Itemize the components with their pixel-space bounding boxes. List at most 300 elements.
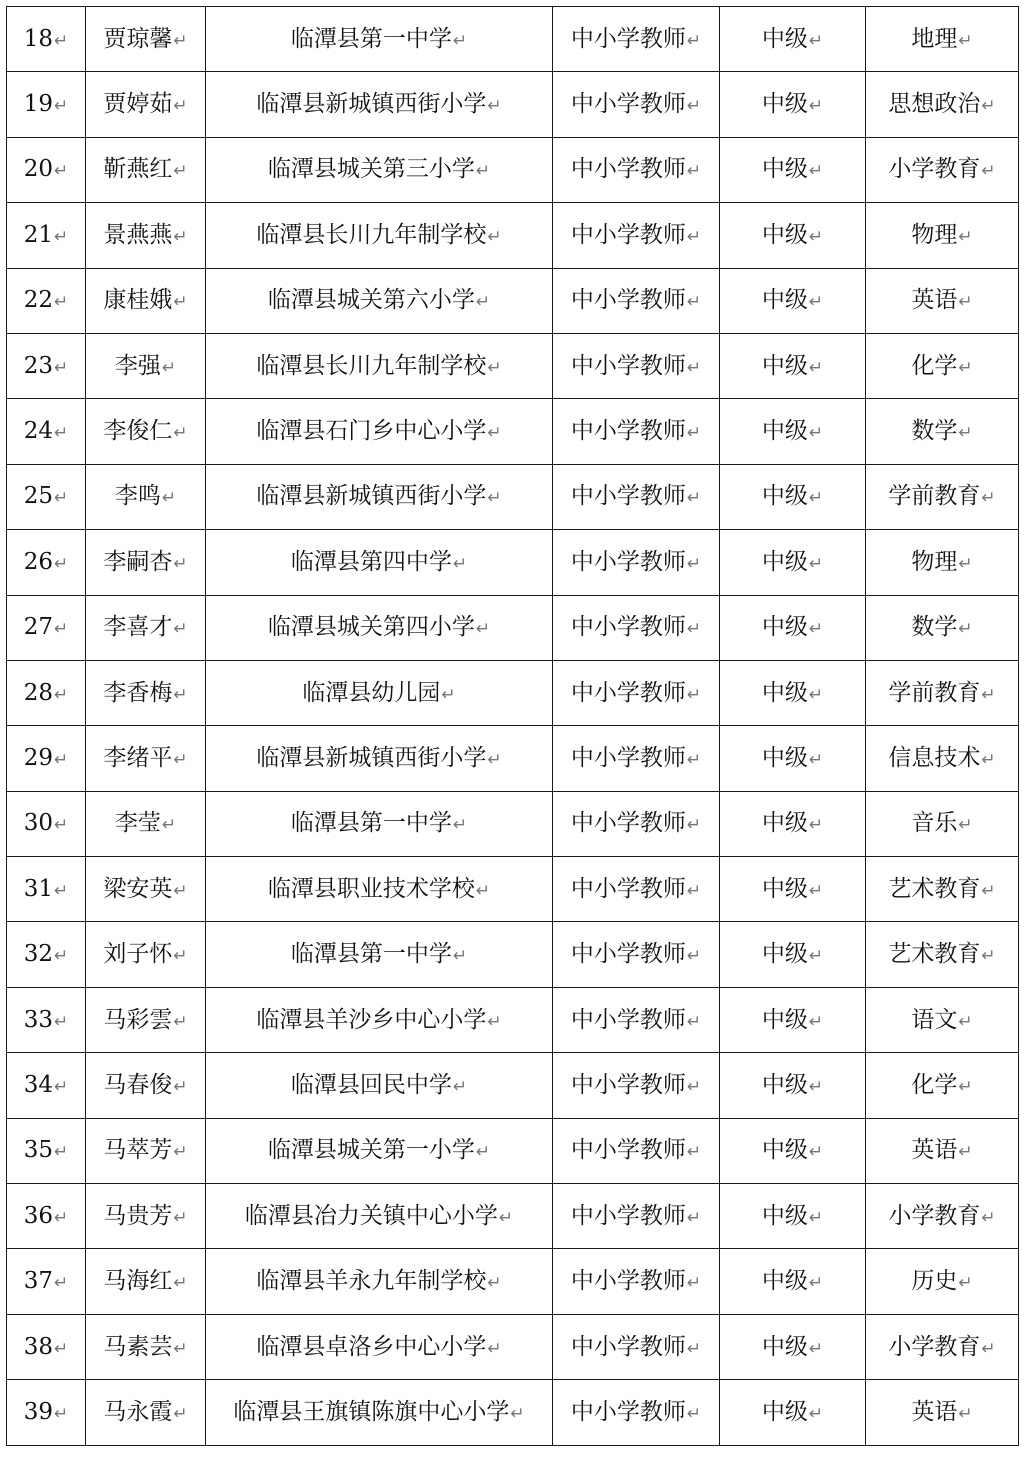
cell-level-text: 中级 [761, 1202, 808, 1229]
cell-name-text: 马永霞 [103, 1398, 173, 1425]
paragraph-mark-icon: ↵ [54, 1142, 69, 1163]
paragraph-mark-icon: ↵ [54, 946, 69, 967]
paragraph-mark-icon: ↵ [173, 1142, 188, 1163]
paragraph-mark-icon: ↵ [54, 1273, 69, 1294]
paragraph-mark-icon: ↵ [487, 1338, 502, 1359]
cell-subject-text: 小学教育 [888, 1333, 981, 1360]
cell-title-text: 中小学教师 [570, 91, 686, 118]
cell-school [206, 660, 553, 725]
paragraph-mark-icon: ↵ [54, 684, 69, 705]
cell-level-text: 中级 [761, 744, 808, 771]
paragraph-mark-icon: ↵ [54, 1403, 69, 1424]
cell-no [7, 1314, 86, 1379]
paragraph-mark-icon: ↵ [452, 30, 468, 51]
paragraph-mark-icon: ↵ [981, 946, 996, 967]
cell-name-text: 李俊仁 [103, 418, 173, 445]
cell-no-text: 23 [23, 352, 54, 379]
paragraph-mark-icon: ↵ [173, 619, 188, 640]
table-row [7, 1118, 1019, 1183]
cell-school [206, 1118, 553, 1183]
cell-title-text: 中小学教师 [570, 1268, 686, 1295]
cell-title [553, 660, 720, 725]
paragraph-mark-icon: ↵ [487, 423, 502, 444]
paragraph-mark-icon: ↵ [54, 1076, 69, 1097]
teacher-roster-table [6, 6, 1019, 1446]
cell-level [720, 1380, 866, 1445]
table-row [7, 922, 1019, 987]
cell-level-text: 中级 [761, 810, 808, 837]
cell-school-text: 临潭县新城镇西街小学 [256, 483, 487, 510]
cell-title-text: 中小学教师 [570, 156, 686, 183]
paragraph-mark-icon: ↵ [808, 619, 824, 640]
cell-name-text: 马彩雲 [103, 1006, 173, 1033]
cell-subject [866, 399, 1019, 464]
cell-title [553, 464, 720, 529]
paragraph-mark-icon: ↵ [686, 30, 702, 51]
cell-school-text: 临潭县羊沙乡中心小学 [256, 1006, 487, 1033]
table-row [7, 7, 1019, 72]
paragraph-mark-icon: ↵ [808, 553, 824, 574]
cell-no [7, 530, 86, 595]
paragraph-mark-icon: ↵ [958, 815, 973, 836]
paragraph-mark-icon: ↵ [808, 1207, 824, 1228]
table-row [7, 1053, 1019, 1118]
cell-level [720, 1118, 866, 1183]
cell-title [553, 1314, 720, 1379]
cell-no [7, 1118, 86, 1183]
cell-title-text: 中小学教师 [570, 548, 686, 575]
paragraph-mark-icon: ↵ [686, 619, 702, 640]
paragraph-mark-icon: ↵ [686, 161, 702, 182]
paragraph-mark-icon: ↵ [958, 553, 973, 574]
cell-no [7, 464, 86, 529]
paragraph-mark-icon: ↵ [475, 161, 491, 182]
cell-title [553, 72, 720, 137]
cell-school-text: 临潭县幼儿园 [302, 679, 441, 706]
cell-level [720, 1184, 866, 1249]
cell-title [553, 333, 720, 398]
paragraph-mark-icon: ↵ [54, 1338, 69, 1359]
paragraph-mark-icon: ↵ [173, 161, 188, 182]
cell-no [7, 857, 86, 922]
cell-school [206, 791, 553, 856]
table-row [7, 791, 1019, 856]
cell-name [86, 137, 206, 202]
cell-level-text: 中级 [761, 287, 808, 314]
cell-title [553, 857, 720, 922]
paragraph-mark-icon: ↵ [173, 1338, 188, 1359]
paragraph-mark-icon: ↵ [54, 1207, 69, 1228]
cell-level-text: 中级 [761, 941, 808, 968]
cell-subject-text: 历史 [911, 1268, 958, 1295]
cell-subject [866, 922, 1019, 987]
cell-no [7, 203, 86, 268]
paragraph-mark-icon: ↵ [808, 226, 824, 247]
paragraph-mark-icon: ↵ [958, 30, 973, 51]
cell-level [720, 1314, 866, 1379]
cell-level [720, 726, 866, 791]
cell-no-text: 24 [23, 418, 54, 445]
cell-subject [866, 203, 1019, 268]
cell-name [86, 333, 206, 398]
paragraph-mark-icon: ↵ [173, 1403, 188, 1424]
cell-no-text: 38 [23, 1333, 54, 1360]
cell-subject [866, 464, 1019, 529]
table-row [7, 72, 1019, 137]
cell-school-text: 临潭县城关第四小学 [267, 614, 475, 641]
paragraph-mark-icon: ↵ [686, 1076, 702, 1097]
cell-subject [866, 530, 1019, 595]
paragraph-mark-icon: ↵ [981, 749, 996, 770]
cell-name [86, 1249, 206, 1314]
paragraph-mark-icon: ↵ [808, 96, 824, 117]
cell-school [206, 726, 553, 791]
paragraph-mark-icon: ↵ [686, 880, 702, 901]
cell-subject-text: 艺术教育 [888, 941, 981, 968]
cell-subject-text: 地理 [911, 25, 958, 52]
cell-school [206, 333, 553, 398]
paragraph-mark-icon: ↵ [808, 1338, 824, 1359]
paragraph-mark-icon: ↵ [54, 357, 69, 378]
paragraph-mark-icon: ↵ [981, 684, 996, 705]
cell-title-text: 中小学教师 [570, 221, 686, 248]
cell-name [86, 660, 206, 725]
cell-school-text: 临潭县羊永九年制学校 [256, 1268, 487, 1295]
cell-name [86, 791, 206, 856]
cell-level [720, 464, 866, 529]
paragraph-mark-icon: ↵ [173, 553, 188, 574]
cell-subject [866, 1314, 1019, 1379]
paragraph-mark-icon: ↵ [808, 488, 824, 509]
cell-name [86, 1184, 206, 1249]
cell-name [86, 1314, 206, 1379]
paragraph-mark-icon: ↵ [54, 423, 69, 444]
cell-subject-text: 思想政治 [888, 91, 981, 118]
cell-subject-text: 化学 [911, 352, 958, 379]
cell-name-text: 靳燕红 [103, 156, 173, 183]
cell-title [553, 1249, 720, 1314]
cell-name [86, 464, 206, 529]
cell-subject-text: 语文 [911, 1006, 958, 1033]
paragraph-mark-icon: ↵ [981, 161, 996, 182]
cell-level [720, 595, 866, 660]
cell-school [206, 1184, 553, 1249]
paragraph-mark-icon: ↵ [958, 1142, 973, 1163]
paragraph-mark-icon: ↵ [981, 880, 996, 901]
cell-no [7, 1380, 86, 1445]
cell-name [86, 857, 206, 922]
table-row [7, 857, 1019, 922]
cell-name-text: 马素芸 [103, 1333, 173, 1360]
cell-school-text: 临潭县王旗镇陈旗中心小学 [233, 1398, 510, 1425]
cell-no [7, 72, 86, 137]
cell-school [206, 1249, 553, 1314]
cell-school [206, 1380, 553, 1445]
paragraph-mark-icon: ↵ [958, 1076, 973, 1097]
paragraph-mark-icon: ↵ [808, 749, 824, 770]
paragraph-mark-icon: ↵ [173, 749, 188, 770]
table-row [7, 203, 1019, 268]
cell-no [7, 791, 86, 856]
cell-school-text: 临潭县城关第六小学 [267, 287, 475, 314]
table-row [7, 1314, 1019, 1379]
paragraph-mark-icon: ↵ [808, 161, 824, 182]
paragraph-mark-icon: ↵ [958, 1403, 973, 1424]
cell-title-text: 中小学教师 [570, 352, 686, 379]
table-row [7, 660, 1019, 725]
cell-subject-text: 数学 [911, 418, 958, 445]
table-row [7, 399, 1019, 464]
paragraph-mark-icon: ↵ [54, 226, 69, 247]
cell-title [553, 726, 720, 791]
cell-name-text: 贾婷茹 [103, 91, 173, 118]
cell-name-text: 康桂娥 [103, 287, 173, 314]
cell-subject [866, 1249, 1019, 1314]
paragraph-mark-icon: ↵ [475, 619, 491, 640]
cell-no-text: 29 [23, 744, 54, 771]
cell-school-text: 临潭县石门乡中心小学 [256, 418, 487, 445]
cell-title [553, 399, 720, 464]
cell-level-text: 中级 [761, 352, 808, 379]
cell-subject-text: 学前教育 [888, 483, 981, 510]
cell-school [206, 72, 553, 137]
paragraph-mark-icon: ↵ [808, 946, 824, 967]
paragraph-mark-icon: ↵ [452, 1076, 468, 1097]
cell-no [7, 595, 86, 660]
cell-school-text: 临潭县职业技术学校 [267, 875, 475, 902]
paragraph-mark-icon: ↵ [173, 30, 188, 51]
cell-subject-text: 小学教育 [888, 1202, 981, 1229]
cell-no-text: 36 [23, 1202, 54, 1229]
cell-title-text: 中小学教师 [570, 1333, 686, 1360]
cell-name-text: 李鸣 [114, 483, 161, 510]
cell-name-text: 马贵芳 [103, 1202, 173, 1229]
cell-name-text: 李嗣杏 [103, 548, 173, 575]
cell-no-text: 35 [23, 1137, 54, 1164]
cell-school-text: 临潭县第一中学 [290, 810, 452, 837]
paragraph-mark-icon: ↵ [686, 946, 702, 967]
paragraph-mark-icon: ↵ [173, 684, 188, 705]
paragraph-mark-icon: ↵ [54, 749, 69, 770]
paragraph-mark-icon: ↵ [452, 946, 468, 967]
cell-level [720, 530, 866, 595]
cell-school-text: 临潭县城关第一小学 [267, 1137, 475, 1164]
cell-level-text: 中级 [761, 221, 808, 248]
paragraph-mark-icon: ↵ [498, 1207, 514, 1228]
cell-subject-text: 物理 [911, 548, 958, 575]
cell-no-text: 34 [23, 1071, 54, 1098]
table-row [7, 1380, 1019, 1445]
cell-school [206, 530, 553, 595]
cell-school-text: 临潭县长川九年制学校 [256, 352, 487, 379]
paragraph-mark-icon: ↵ [487, 1273, 502, 1294]
cell-level-text: 中级 [761, 418, 808, 445]
paragraph-mark-icon: ↵ [487, 226, 502, 247]
cell-title-text: 中小学教师 [570, 25, 686, 52]
paragraph-mark-icon: ↵ [54, 30, 69, 51]
paragraph-mark-icon: ↵ [161, 488, 177, 509]
paragraph-mark-icon: ↵ [161, 815, 177, 836]
table-row [7, 595, 1019, 660]
table-row [7, 530, 1019, 595]
paragraph-mark-icon: ↵ [487, 357, 502, 378]
paragraph-mark-icon: ↵ [54, 292, 69, 313]
paragraph-mark-icon: ↵ [958, 619, 973, 640]
cell-no [7, 922, 86, 987]
cell-no-text: 22 [23, 287, 54, 314]
paragraph-mark-icon: ↵ [54, 553, 69, 574]
paragraph-mark-icon: ↵ [808, 684, 824, 705]
paragraph-mark-icon: ↵ [173, 1273, 188, 1294]
cell-title [553, 1053, 720, 1118]
table-row [7, 333, 1019, 398]
cell-title-text: 中小学教师 [570, 1006, 686, 1033]
cell-level [720, 72, 866, 137]
cell-subject-text: 小学教育 [888, 156, 981, 183]
paragraph-mark-icon: ↵ [161, 357, 177, 378]
cell-name [86, 595, 206, 660]
cell-level [720, 987, 866, 1052]
cell-no [7, 333, 86, 398]
paragraph-mark-icon: ↵ [173, 226, 188, 247]
cell-no-text: 31 [23, 875, 54, 902]
cell-name-text: 马春俊 [103, 1071, 173, 1098]
cell-subject-text: 数学 [911, 614, 958, 641]
paragraph-mark-icon: ↵ [686, 96, 702, 117]
paragraph-mark-icon: ↵ [173, 1076, 188, 1097]
paragraph-mark-icon: ↵ [54, 161, 69, 182]
cell-title [553, 1184, 720, 1249]
paragraph-mark-icon: ↵ [958, 423, 973, 444]
paragraph-mark-icon: ↵ [686, 292, 702, 313]
paragraph-mark-icon: ↵ [173, 1207, 188, 1228]
cell-level [720, 7, 866, 72]
paragraph-mark-icon: ↵ [686, 1273, 702, 1294]
cell-name-text: 李莹 [114, 810, 161, 837]
cell-school-text: 临潭县第四中学 [290, 548, 452, 575]
cell-title-text: 中小学教师 [570, 287, 686, 314]
paragraph-mark-icon: ↵ [686, 1338, 702, 1359]
cell-school-text: 临潭县第一中学 [290, 25, 452, 52]
cell-title-text: 中小学教师 [570, 810, 686, 837]
cell-name-text: 李喜才 [103, 614, 173, 641]
cell-no-text: 21 [23, 221, 54, 248]
paragraph-mark-icon: ↵ [808, 357, 824, 378]
paragraph-mark-icon: ↵ [958, 292, 973, 313]
cell-title [553, 268, 720, 333]
cell-level [720, 203, 866, 268]
paragraph-mark-icon: ↵ [686, 357, 702, 378]
cell-school [206, 987, 553, 1052]
cell-title-text: 中小学教师 [570, 1071, 686, 1098]
paragraph-mark-icon: ↵ [475, 1142, 491, 1163]
cell-level [720, 922, 866, 987]
cell-subject [866, 987, 1019, 1052]
table-row [7, 464, 1019, 529]
cell-no-text: 26 [23, 548, 54, 575]
cell-name-text: 李香梅 [103, 679, 173, 706]
cell-name [86, 1053, 206, 1118]
cell-name [86, 399, 206, 464]
paragraph-mark-icon: ↵ [510, 1403, 525, 1424]
cell-name-text: 马萃芳 [103, 1137, 173, 1164]
paragraph-mark-icon: ↵ [958, 357, 973, 378]
cell-subject [866, 72, 1019, 137]
paragraph-mark-icon: ↵ [487, 1011, 502, 1032]
cell-school-text: 临潭县冶力关镇中心小学 [244, 1202, 498, 1229]
cell-school [206, 857, 553, 922]
paragraph-mark-icon: ↵ [808, 1403, 824, 1424]
cell-name [86, 203, 206, 268]
paragraph-mark-icon: ↵ [808, 1076, 824, 1097]
cell-title [553, 1380, 720, 1445]
cell-title [553, 791, 720, 856]
paragraph-mark-icon: ↵ [487, 488, 502, 509]
paragraph-mark-icon: ↵ [958, 1011, 973, 1032]
cell-no-text: 19 [23, 91, 54, 118]
cell-school [206, 7, 553, 72]
cell-level [720, 399, 866, 464]
paragraph-mark-icon: ↵ [981, 488, 996, 509]
cell-level-text: 中级 [761, 1071, 808, 1098]
cell-level-text: 中级 [761, 156, 808, 183]
paragraph-mark-icon: ↵ [808, 1142, 824, 1163]
cell-level-text: 中级 [761, 875, 808, 902]
cell-school-text: 临潭县长川九年制学校 [256, 221, 487, 248]
cell-title [553, 137, 720, 202]
cell-subject [866, 7, 1019, 72]
cell-level-text: 中级 [761, 548, 808, 575]
cell-name [86, 1118, 206, 1183]
cell-school-text: 临潭县卓洛乡中心小学 [256, 1333, 487, 1360]
cell-school [206, 1053, 553, 1118]
cell-name-text: 景燕燕 [103, 221, 173, 248]
cell-no-text: 39 [23, 1398, 54, 1425]
cell-no-text: 18 [23, 25, 54, 52]
table-row [7, 137, 1019, 202]
cell-title [553, 530, 720, 595]
paragraph-mark-icon: ↵ [686, 1207, 702, 1228]
cell-title [553, 1118, 720, 1183]
paragraph-mark-icon: ↵ [173, 880, 188, 901]
cell-no-text: 37 [23, 1268, 54, 1295]
paragraph-mark-icon: ↵ [958, 1273, 973, 1294]
cell-no [7, 1053, 86, 1118]
cell-no [7, 7, 86, 72]
cell-name-text: 梁安英 [103, 875, 173, 902]
paragraph-mark-icon: ↵ [686, 423, 702, 444]
paragraph-mark-icon: ↵ [808, 423, 824, 444]
cell-level-text: 中级 [761, 483, 808, 510]
paragraph-mark-icon: ↵ [808, 880, 824, 901]
paragraph-mark-icon: ↵ [808, 1011, 824, 1032]
cell-school-text: 临潭县回民中学 [290, 1071, 452, 1098]
cell-title-text: 中小学教师 [570, 483, 686, 510]
cell-level-text: 中级 [761, 1333, 808, 1360]
cell-subject [866, 857, 1019, 922]
cell-title [553, 987, 720, 1052]
cell-subject-text: 物理 [911, 221, 958, 248]
cell-no-text: 20 [23, 156, 54, 183]
cell-title [553, 922, 720, 987]
cell-level [720, 857, 866, 922]
cell-no-text: 33 [23, 1006, 54, 1033]
cell-level-text: 中级 [761, 25, 808, 52]
cell-no-text: 30 [23, 810, 54, 837]
cell-title-text: 中小学教师 [570, 941, 686, 968]
cell-level-text: 中级 [761, 1398, 808, 1425]
cell-school [206, 203, 553, 268]
